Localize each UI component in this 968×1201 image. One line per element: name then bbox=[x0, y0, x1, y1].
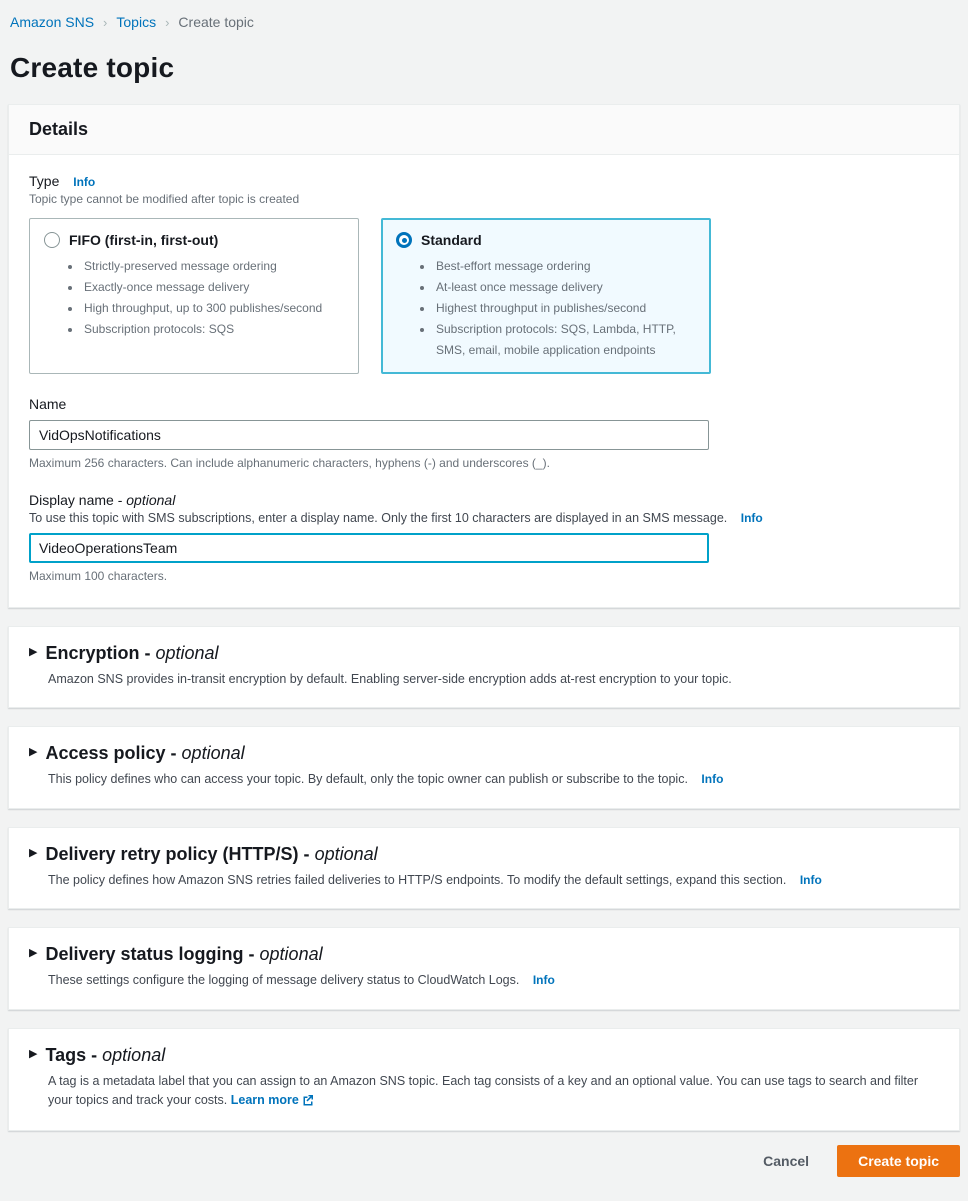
fifo-tile-header bbox=[44, 232, 344, 248]
delivery-retry-policy-section-card bbox=[8, 827, 960, 909]
encryption-section-description: Amazon SNS provides in-transit encryption by default. Enabling server-side encryption adds at-rest encryption to your topic. bbox=[48, 672, 732, 686]
display-name-helper-text: Maximum 100 characters. bbox=[29, 569, 168, 583]
delivery-retry-policy-section-description: The policy defines how Amazon SNS retries failed deliveries to HTTP/S endpoints. To modify the default settings, expand this section. Info bbox=[48, 872, 822, 887]
type-tiles bbox=[29, 218, 939, 374]
display-name-field-group bbox=[29, 492, 939, 583]
fifo-tile-title: FIFO (first-in, first-out) bbox=[69, 232, 219, 248]
standard-radio[interactable] bbox=[396, 232, 412, 248]
standard-bullet: • At-least once message delivery bbox=[434, 277, 696, 298]
access-policy-section-description: This policy defines who can access your topic. By default, only the topic owner can publish or subscribe to the topic. Info bbox=[48, 772, 724, 787]
caret-right-icon: ▶ bbox=[29, 947, 38, 960]
details-card bbox=[8, 104, 960, 608]
delivery-status-logging-section-header[interactable] bbox=[29, 944, 939, 965]
name-label: Name bbox=[29, 396, 67, 412]
type-tile-fifo[interactable] bbox=[29, 218, 359, 374]
name-input[interactable] bbox=[29, 420, 709, 450]
tags-section-description: A tag is a metadata label that you can assign to an Amazon SNS topic. Each tag consists of a key and an optional value. You can use tags to search and filter your topics and track your costs. Learn more bbox=[48, 1072, 939, 1113]
tags-learn-more-link[interactable]: Learn more bbox=[231, 1093, 314, 1107]
breadcrumb-link-amazon-sns[interactable]: Amazon SNS bbox=[10, 14, 95, 30]
create-topic-button[interactable]: Create topic bbox=[837, 1145, 960, 1177]
display-name-label: Display name - optional bbox=[29, 492, 176, 508]
type-tile-standard[interactable] bbox=[381, 218, 711, 374]
caret-right-icon: ▶ bbox=[29, 1047, 38, 1060]
access-policy-info-link[interactable]: Info bbox=[701, 772, 724, 787]
encryption-section-title: Encryption - optional bbox=[45, 643, 219, 663]
type-label: Type bbox=[29, 173, 60, 189]
standard-bullet: • Best-effort message ordering bbox=[434, 256, 696, 277]
tags-section-card bbox=[8, 1028, 960, 1132]
delivery-status-logging-section-title: Delivery status logging - optional bbox=[45, 944, 323, 965]
encryption-section-card bbox=[8, 626, 960, 708]
delivery-retry-policy-info-link[interactable]: Info bbox=[799, 872, 822, 887]
breadcrumb bbox=[8, 12, 960, 30]
breadcrumb-link-topics[interactable]: Topics bbox=[116, 14, 157, 30]
display-name-optional-suffix: optional bbox=[126, 492, 176, 508]
fifo-bullet-list bbox=[68, 256, 344, 340]
caret-right-icon: ▶ bbox=[29, 846, 38, 859]
tags-section-header[interactable] bbox=[29, 1045, 939, 1066]
type-info-link[interactable]: Info bbox=[73, 175, 96, 189]
details-heading: Details bbox=[29, 119, 89, 139]
page-title: Create topic bbox=[10, 52, 175, 83]
display-name-info-link[interactable]: Info bbox=[740, 511, 763, 525]
access-policy-section-title: Access policy - optional bbox=[45, 743, 245, 764]
name-field-group bbox=[29, 396, 939, 470]
access-policy-section-header[interactable] bbox=[29, 743, 939, 764]
type-field-group bbox=[29, 173, 939, 374]
caret-right-icon: ▶ bbox=[29, 646, 38, 658]
standard-bullet: • Subscription protocols: SQS, Lambda, HTTP, SMS, email, mobile application endpoints bbox=[434, 319, 696, 361]
delivery-status-logging-section-card bbox=[8, 927, 960, 1009]
fifo-radio[interactable] bbox=[44, 232, 60, 248]
display-name-description: To use this topic with SMS subscriptions, enter a display name. Only the first 10 characters are displayed in an SMS message. Info bbox=[29, 511, 763, 525]
caret-right-icon: ▶ bbox=[29, 746, 38, 759]
details-card-body bbox=[9, 155, 959, 607]
standard-bullet-list bbox=[420, 256, 696, 361]
delivery-retry-policy-section-header[interactable] bbox=[29, 844, 939, 865]
footer-actions bbox=[8, 1145, 960, 1177]
delivery-status-logging-info-link[interactable]: Info bbox=[532, 973, 555, 988]
details-card-header bbox=[9, 105, 959, 155]
fifo-bullet: • High throughput, up to 300 publishes/second bbox=[82, 298, 344, 319]
external-link-icon bbox=[302, 1093, 314, 1112]
type-description: Topic type cannot be modified after topic is created bbox=[29, 192, 300, 206]
fifo-bullet: • Subscription protocols: SQS bbox=[82, 319, 344, 340]
breadcrumb-separator: › bbox=[103, 14, 108, 30]
fifo-bullet: • Strictly-preserved message ordering bbox=[82, 256, 344, 277]
breadcrumb-separator: › bbox=[165, 14, 170, 30]
encryption-section-header[interactable] bbox=[29, 643, 939, 664]
fifo-bullet: • Exactly-once message delivery bbox=[82, 277, 344, 298]
delivery-retry-policy-section-title: Delivery retry policy (HTTP/S) - optional bbox=[45, 843, 378, 864]
name-helper-text: Maximum 256 characters. Can include alphanumeric characters, hyphens (-) and underscores (_). bbox=[29, 456, 550, 470]
standard-bullet: • Highest throughput in publishes/second bbox=[434, 298, 696, 319]
access-policy-section-card bbox=[8, 726, 960, 808]
standard-tile-header bbox=[396, 232, 696, 248]
display-name-input[interactable] bbox=[29, 533, 709, 563]
breadcrumb-current: Create topic bbox=[178, 14, 254, 30]
delivery-status-logging-section-description: These settings configure the logging of message delivery status to CloudWatch Logs. Info bbox=[48, 973, 555, 988]
standard-tile-title: Standard bbox=[421, 232, 482, 248]
tags-section-title: Tags - optional bbox=[45, 1044, 166, 1065]
cancel-button[interactable]: Cancel bbox=[759, 1147, 813, 1175]
